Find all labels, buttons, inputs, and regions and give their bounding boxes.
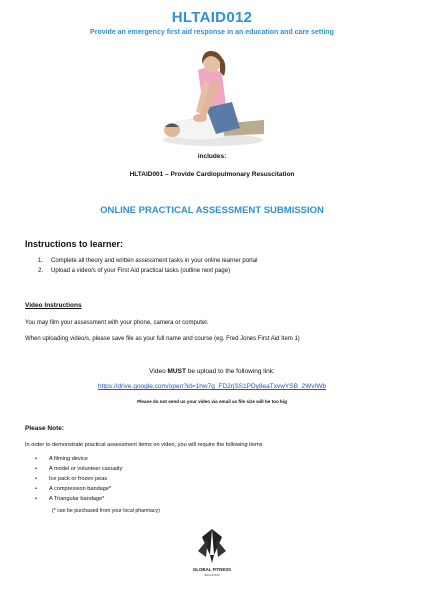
list-text: Upload a video/s of your First Aid practical tasks (outline next page) xyxy=(51,267,231,274)
logo-tagline: EDUCATION xyxy=(204,574,220,577)
instructions-list xyxy=(25,257,257,276)
upload-instruction xyxy=(0,368,424,375)
submission-heading: ONLINE PRACTICAL ASSESSMENT SUBMISSION xyxy=(100,205,324,216)
list-number: 2. xyxy=(37,267,43,274)
list-number: 1. xyxy=(37,258,43,264)
list-item xyxy=(35,454,122,464)
upload-instruction-must: MUST xyxy=(167,368,186,375)
list-item xyxy=(35,464,122,474)
required-items-list xyxy=(35,454,122,504)
list-text: A compression bandage* xyxy=(49,486,112,492)
list-item xyxy=(35,494,122,504)
instructions-heading: Instructions to learner: xyxy=(25,239,124,249)
cpr-photo xyxy=(160,50,266,148)
purchase-footnote: (* can be purchased from your local pharmacy) xyxy=(52,508,160,514)
bullet-icon: • xyxy=(35,496,37,502)
video-paragraph-2: When uploading video/s, please save file as your full name and course (eg. Fred Jones First Aid Item 1) xyxy=(25,336,300,342)
upload-instruction-pre: Video xyxy=(149,368,168,375)
included-course: HLTAID001 – Provide Cardiopulmonary Resuscitation xyxy=(129,171,295,178)
global-fitness-logo xyxy=(188,525,236,581)
video-instructions-heading: Video Instructions xyxy=(25,302,82,309)
list-text: A model or volunteer casualty xyxy=(49,466,123,472)
please-note-intro: In order to demonstrate practical assessment items on video, you will require the following items xyxy=(25,442,263,448)
bullet-icon: • xyxy=(35,456,37,462)
list-item xyxy=(25,257,257,267)
list-text: A filming device xyxy=(49,456,88,462)
list-item xyxy=(25,267,257,277)
upload-instruction-post: be upload to the following link: xyxy=(185,368,275,375)
includes-label: includes: xyxy=(197,153,227,160)
list-item xyxy=(35,474,122,484)
list-text: Ice pack or frozen peas xyxy=(49,476,108,482)
logo-name: GLOBAL FITNESS xyxy=(192,567,232,572)
list-text: Complete all theory and written assessment tasks in your online learner portal xyxy=(51,258,258,264)
document-title: HLTAID012 xyxy=(171,9,253,26)
upload-link[interactable]: https://drive.google.com/open?id=1hw7g_FD2rjSS1PDy8eaTxvwYSB_2WvIWb xyxy=(97,383,327,390)
bullet-icon: • xyxy=(35,486,37,492)
please-note-heading: Please Note: xyxy=(25,425,65,432)
document-subtitle: Provide an emergency first aid response in an education and care setting xyxy=(90,29,334,36)
list-item xyxy=(35,484,122,494)
list-text: A Triangular bandage* xyxy=(49,496,105,502)
bullet-icon: • xyxy=(35,476,37,482)
email-warning: Please do not send us your video via email as file size will be too big xyxy=(137,399,287,404)
video-paragraph-1: You may film your assessment with your phone, camera or computer. xyxy=(25,320,209,326)
bullet-icon: • xyxy=(35,466,37,472)
